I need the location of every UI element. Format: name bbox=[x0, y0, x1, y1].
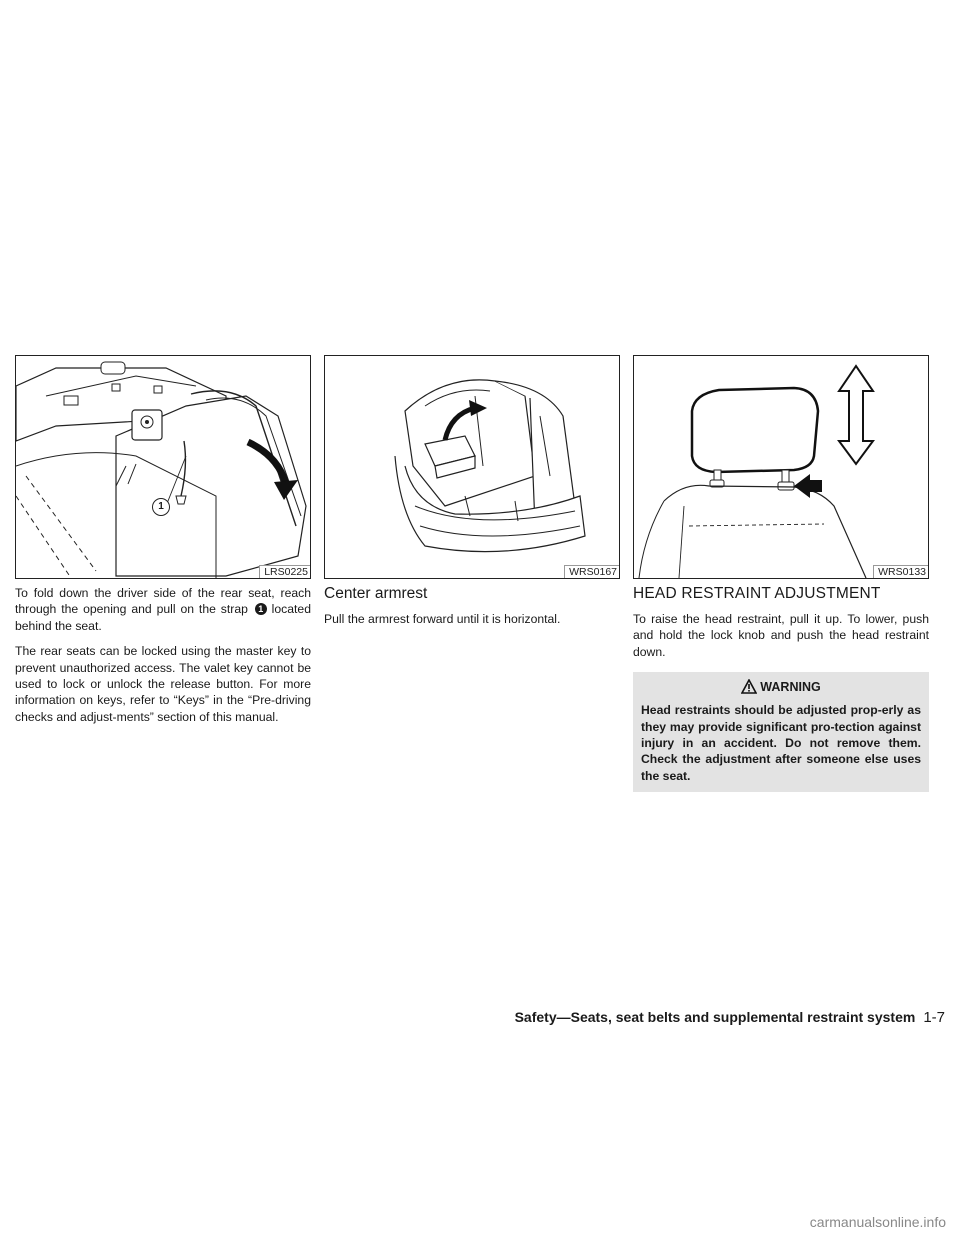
column-2 bbox=[324, 355, 620, 636]
figure-rear-seat-fold bbox=[15, 355, 311, 579]
paragraph-lock-seats: The rear seats can be locked using the master key to prevent unauthorized access. The valet key cannot be used to lock or unlock the release button. For more information on keys, refer to “Keys” in the “Pre-driving checks and adjust-ments” section of this manual. bbox=[15, 644, 311, 724]
footer-section-title: Safety—Seats, seat belts and supplemental restraint system bbox=[514, 1009, 916, 1025]
figure-code: LRS0225 bbox=[259, 565, 310, 578]
callout-1-icon: 1 bbox=[255, 603, 267, 615]
column-1 bbox=[15, 355, 311, 734]
warning-text: Head restraints should be adjusted prop-erly as they may provide significant pro-tection against injury in an accident. Do not remove them. Check the adjustment after someone else uses the seat. bbox=[641, 703, 921, 783]
section-heading-head-restraint: HEAD RESTRAINT ADJUSTMENT bbox=[633, 585, 881, 602]
warning-box bbox=[633, 672, 929, 792]
paragraph-fold-seat: To fold down the driver side of the rear seat, reach through the opening and pull on the strap 1 located behind the seat. bbox=[15, 586, 311, 633]
column-3 bbox=[633, 355, 929, 792]
head-restraint-illustration bbox=[634, 356, 928, 578]
center-armrest-illustration bbox=[325, 356, 619, 578]
page-footer bbox=[0, 1008, 945, 1027]
watermark: carmanualsonline.info bbox=[809, 1214, 946, 1230]
figure-center-armrest bbox=[324, 355, 620, 579]
figure-callout-1: 1 bbox=[152, 498, 170, 516]
paragraph-head-restraint: To raise the head restraint, pull it up. To lower, push and hold the lock knob and push the head restraint down. bbox=[633, 612, 929, 659]
warning-title: WARNING bbox=[641, 678, 921, 696]
page-number: 1-7 bbox=[923, 1009, 945, 1026]
paragraph-armrest: Pull the armrest forward until it is horizontal. bbox=[324, 612, 561, 626]
warning-triangle-icon bbox=[741, 679, 757, 694]
section-heading-center-armrest: Center armrest bbox=[324, 585, 428, 602]
figure-code: WRS0133 bbox=[873, 565, 928, 578]
figure-code: WRS0167 bbox=[564, 565, 619, 578]
figure-head-restraint bbox=[633, 355, 929, 579]
rear-seat-illustration bbox=[16, 356, 310, 578]
